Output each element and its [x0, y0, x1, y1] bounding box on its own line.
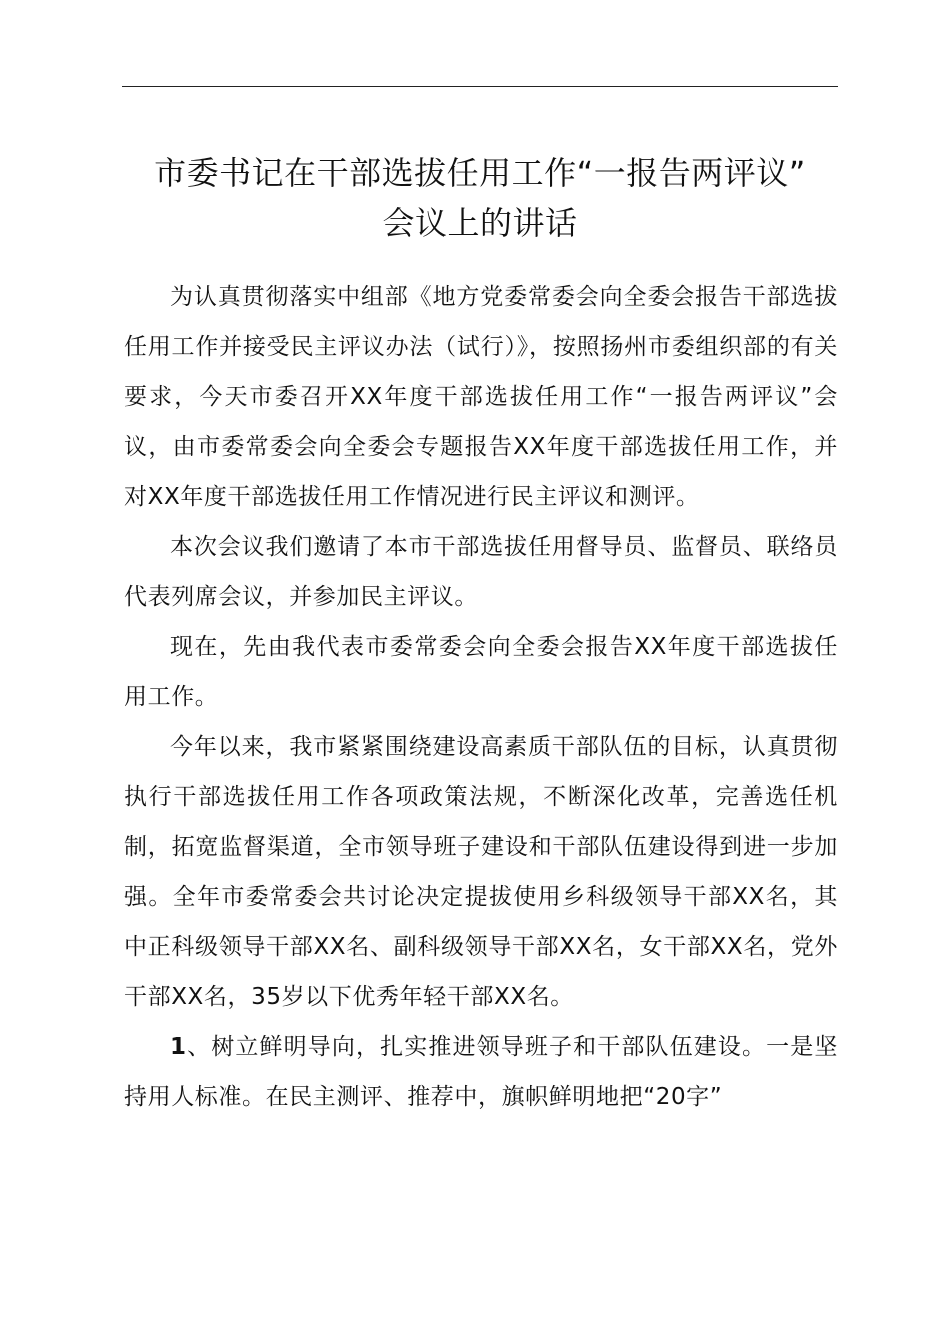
- title-line-2: 会议上的讲话: [382, 204, 578, 242]
- title-line-1: 市委书记在干部选拔任用工作“一报告两评议”: [154, 154, 806, 192]
- paragraph-attendees: 本次会议我们邀请了本市干部选拔任用督导员、监督员、联络员代表列席会议，并参加民主评议。: [124, 534, 838, 610]
- page-title: [110, 148, 850, 248]
- body-text: [124, 272, 838, 1122]
- paragraph-intro: 为认真贯彻落实中组部《地方党委常委会向全委会报告干部选拔任用工作并接受民主评议办法（试行）》，按照扬州市委组织部的有关要求，今天市委召开XX年度干部选拔任用工作“一报告两评议”会议，由市委常委会向全委会专题报告XX年度干部选拔任用工作，并对XX年度干部选拔任用工作情况进行民主评议和测评。: [124, 284, 838, 510]
- header-rule: [122, 86, 838, 87]
- section-1-number: 1: [170, 1034, 187, 1060]
- paragraph-summary: 今年以来，我市紧紧围绕建设高素质干部队伍的目标，认真贯彻执行干部选拔任用工作各项政策法规，不断深化改革，完善选任机制，拓宽监督渠道，全市领导班子建设和干部队伍建设得到进一步加强。全年市委常委会共讨论决定提拔使用乡科级领导干部XX名，其中正科级领导干部XX名、副科级领导干部XX名，女干部XX名，党外干部XX名，35岁以下优秀年轻干部XX名。: [124, 734, 838, 1010]
- paragraph-section-1: [124, 1022, 838, 1122]
- section-1-text: 、树立鲜明导向，扎实推进领导班子和干部队伍建设。一是坚持用人标准。在民主测评、推荐中，旗帜鲜明地把“20字”: [124, 1034, 838, 1110]
- paragraph-report-start: 现在，先由我代表市委常委会向全委会报告XX年度干部选拔任用工作。: [124, 634, 838, 710]
